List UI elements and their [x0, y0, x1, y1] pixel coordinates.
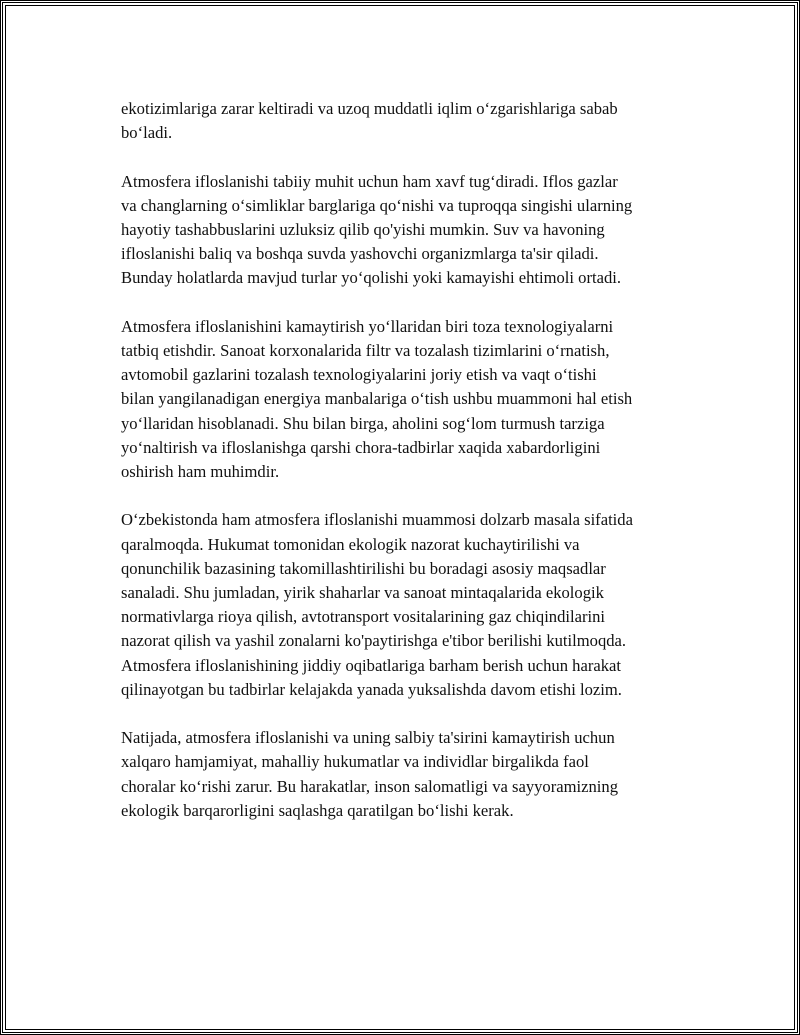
text-line: sanaladi. Shu jumladan, yirik shaharlar va sanoat mintaqalarida ekologik [121, 583, 604, 603]
paragraph-1 [121, 97, 693, 145]
text-line: xalqaro hamjamiyat, mahalliy hukumatlar va individlar birgalikda faol [121, 752, 589, 772]
text-line: hayotiy tashabbuslarini uzluksiz qilib qo'yishi mumkin. Suv va havoning [121, 220, 605, 239]
text-line: nazorat qilish va yashil zonalarni ko'paytirishga e'tibor berilishi kutilmoqda. [121, 631, 627, 651]
text-line: yo‘naltirish va ifloslanishga qarshi chora-tadbirlar xaqida xabardorligini [121, 437, 601, 457]
text-line: qilinayotgan bu tadbirlar kelajakda yanada yuksalishda davom etishi lozim. [121, 679, 622, 699]
text-line: choralar ko‘rishi zarur. Bu harakatlar, inson salomatligi va sayyoramizning [121, 776, 618, 796]
text-line: va changlarning o‘simliklar barglariga qo‘nishi va tuproqqa singishi ularning [121, 195, 633, 215]
text-line: yo‘llaridan hisoblanadi. Shu bilan birga, aholini sog‘lom turmush tarziga [121, 413, 605, 433]
text-line: Atmosfera ifloslanishi tabiiy muhit uchun ham xavf tug‘diradi. Iflos gazlar [121, 171, 618, 191]
document-body [121, 97, 693, 847]
text-line: ifloslanishi baliq va boshqa suvda yashovchi organizmlarga ta'sir qiladi. [121, 244, 599, 264]
text-line: Atmosfera ifloslanishini kamaytirish yo‘llaridan biri toza texnologiyalarni [121, 316, 614, 336]
text-line: qaralmoqda. Hukumat tomonidan ekologik nazorat kuchaytirilishi va [121, 534, 580, 554]
text-line: oshirish ham muhimdir. [121, 462, 280, 482]
text-line: bilan yangilanadigan energiya manbalariga o‘tish ushbu muammoni hal etish [121, 389, 633, 409]
text-line: O‘zbekistonda ham atmosfera ifloslanishi muammosi dolzarb masala sifatida [121, 510, 633, 530]
text-line: avtomobil gazlarini tozalash texnologiyalarini joriy etish va vaqt o‘tishi [121, 365, 597, 385]
text-line: Natijada, atmosfera ifloslanishi va uning salbiy ta'sirini kamaytirish uchun [121, 728, 615, 748]
text-line: normativlarga rioya qilish, avtotransport vositalarining gaz chiqindilarini [121, 607, 606, 627]
paragraph-4 [121, 508, 693, 702]
text-line: tatbiq etishdir. Sanoat korxonalarida filtr va tozalash tizimlarini o‘rnatish, [121, 341, 610, 360]
text-line: bo‘ladi. [121, 123, 173, 143]
paragraph-3 [121, 315, 693, 484]
paragraph-5 [121, 726, 693, 823]
text-line: Bunday holatlarda mavjud turlar yo‘qolishi yoki kamayishi ehtimoli ortadi. [121, 268, 622, 288]
paragraph-2 [121, 170, 693, 291]
text-line: ekotizimlariga zarar keltiradi va uzoq muddatli iqlim o‘zgarishlariga sabab [121, 99, 618, 118]
text-line: Atmosfera ifloslanishining jiddiy oqibatlariga barham berish uchun harakat [121, 655, 621, 675]
text-line: qonunchilik bazasining takomillashtirilishi bu boradagi asosiy maqsadlar [121, 558, 606, 578]
text-line: ekologik barqarorligini saqlashga qaratilgan bo‘lishi kerak. [121, 800, 514, 820]
